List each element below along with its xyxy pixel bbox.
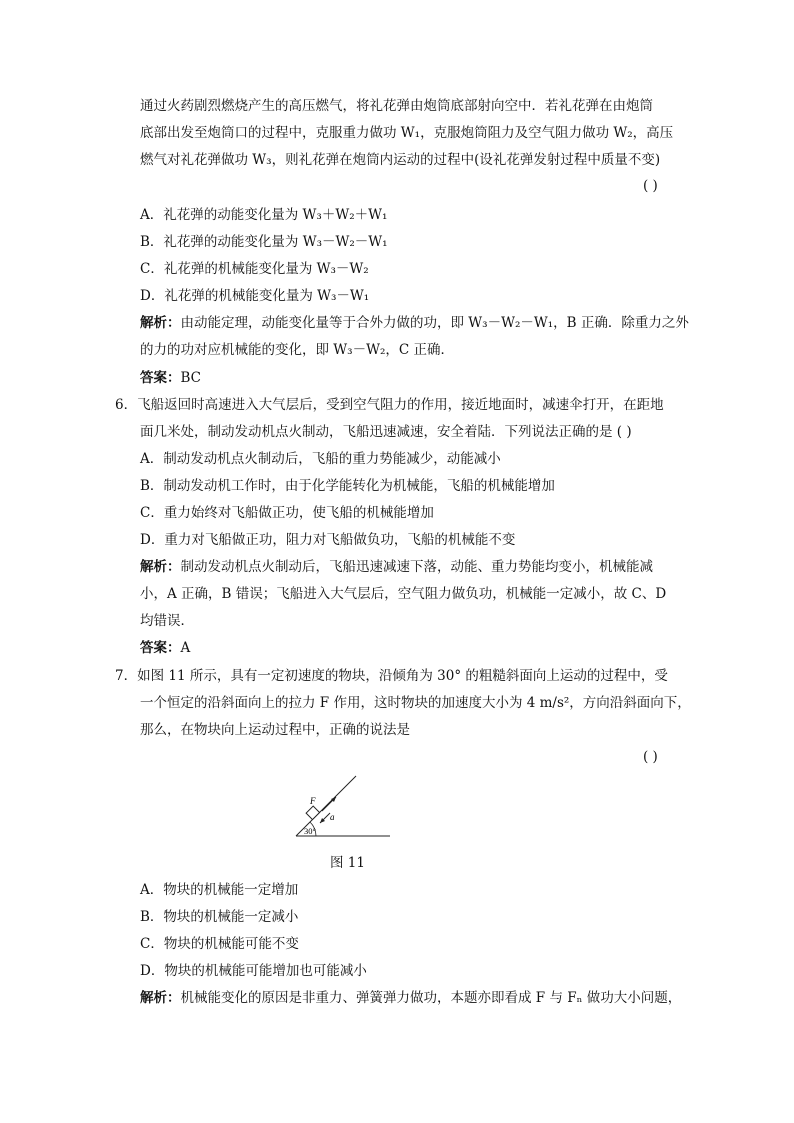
label-a: a xyxy=(330,812,335,822)
incline-figure xyxy=(290,768,400,843)
label-f: F xyxy=(310,796,316,806)
q6-option-a: A．制动发动机点火制动后，飞船的重力势能减少，动能减小 xyxy=(140,451,501,467)
q7-option-b: B．物块的机械能一定减小 xyxy=(140,909,299,925)
q6-option-d: D．重力对飞船做正功，阻力对飞船做负功，飞船的机械能不变 xyxy=(140,532,516,548)
q6-analysis-text: 制动发动机点火制动后，飞船迅速减速下落，动能、重力势能均变小，机械能减 xyxy=(180,559,653,575)
q7-option-a: A．物块的机械能一定增加 xyxy=(140,882,299,898)
q6-answer-label: 答案： xyxy=(140,640,181,656)
analysis-line-2: 的力的功对应机械能的变化，即 W₃－W₂，C 正确． xyxy=(140,342,454,358)
answer-value: BC xyxy=(180,370,202,386)
q6-option-b: B．制动发动机工作时，由于化学能转化为机械能，飞船的机械能增加 xyxy=(140,478,555,494)
figure-caption: 图 11 xyxy=(330,855,365,871)
q7-option-c: C．物块的机械能可能不变 xyxy=(140,936,299,952)
analysis-text: 由动能定理，动能变化量等于合外力做的功，即 W₃－W₂－W₁，B 正确．除重力之外 xyxy=(180,315,689,331)
intro-line-1: 通过火药剧烈燃烧产生的高压燃气，将礼花弹由炮筒底部射向空中．若礼花弹在由炮筒 xyxy=(140,98,653,114)
q6-line-1: 6．飞船返回时高速进入大气层后，受到空气阻力的作用，接近地面时，减速伞打开，在距地 xyxy=(115,397,664,413)
q7-line-2: 一个恒定的沿斜面向上的拉力 F 作用，这时物块的加速度大小为 4 m/s²，方向沿斜面向下， xyxy=(140,695,691,711)
q7-option-d: D．物块的机械能可能增加也可能减小 xyxy=(140,963,367,979)
q6-line-2: 面几米处，制动发动机点火制动，飞船迅速减速，安全着陆．下列说法正确的是 ( ) xyxy=(140,424,632,440)
q7-line-1: 7．如图 11 所示，具有一定初速度的物块，沿倾角为 30° 的粗糙斜面向上运动的过程中，受 xyxy=(115,668,668,684)
q6-option-c: C．重力始终对飞船做正功，使飞船的机械能增加 xyxy=(140,505,434,521)
answer-line xyxy=(140,368,201,388)
q6-answer-line xyxy=(140,638,190,658)
q7-analysis-line-1 xyxy=(140,988,681,1008)
block xyxy=(306,806,319,819)
intro-line-3: 燃气对礼花弹做功 W₃，则礼花弹在炮筒内运动的过程中(设礼花弹发射过程中质量不变) xyxy=(140,152,661,168)
option-c: C．礼花弹的机械能变化量为 W₃－W₂ xyxy=(140,261,369,277)
q6-analysis-label: 解析： xyxy=(140,559,181,575)
q6-analysis-line-1 xyxy=(140,557,653,577)
q7-analysis-label: 解析： xyxy=(140,990,181,1006)
answer-bracket: ( ) xyxy=(643,178,658,194)
intro-line-2: 底部出发至炮筒口的过程中，克服重力做功 W₁，克服炮筒阻力及空气阻力做功 W₂，高压 xyxy=(140,125,674,141)
q6-answer-value: A xyxy=(180,640,191,656)
answer-label: 答案： xyxy=(140,370,181,386)
analysis-label: 解析： xyxy=(140,315,181,331)
q7-answer-bracket: ( ) xyxy=(643,749,658,765)
option-a: A．礼花弹的动能变化量为 W₃＋W₂＋W₁ xyxy=(140,207,388,223)
q7-line-3: 那么，在物块向上运动过程中，正确的说法是 xyxy=(140,722,410,738)
analysis-line-1 xyxy=(140,313,689,333)
option-b: B．礼花弹的动能变化量为 W₃－W₂－W₁ xyxy=(140,234,388,250)
q7-analysis-text: 机械能变化的原因是非重力、弹簧弹力做功，本题亦即看成 F 与 Fₙ 做功大小问题， xyxy=(180,990,682,1006)
q6-analysis-line-3: 均错误． xyxy=(140,613,194,629)
label-angle: 30° xyxy=(304,826,316,836)
option-d: D．礼花弹的机械能变化量为 W₃－W₁ xyxy=(140,288,370,304)
q6-analysis-line-2: 小，A 正确，B 错误；飞船进入大气层后，空气阻力做负功，机械能一定减小，故 C、D xyxy=(140,586,667,602)
